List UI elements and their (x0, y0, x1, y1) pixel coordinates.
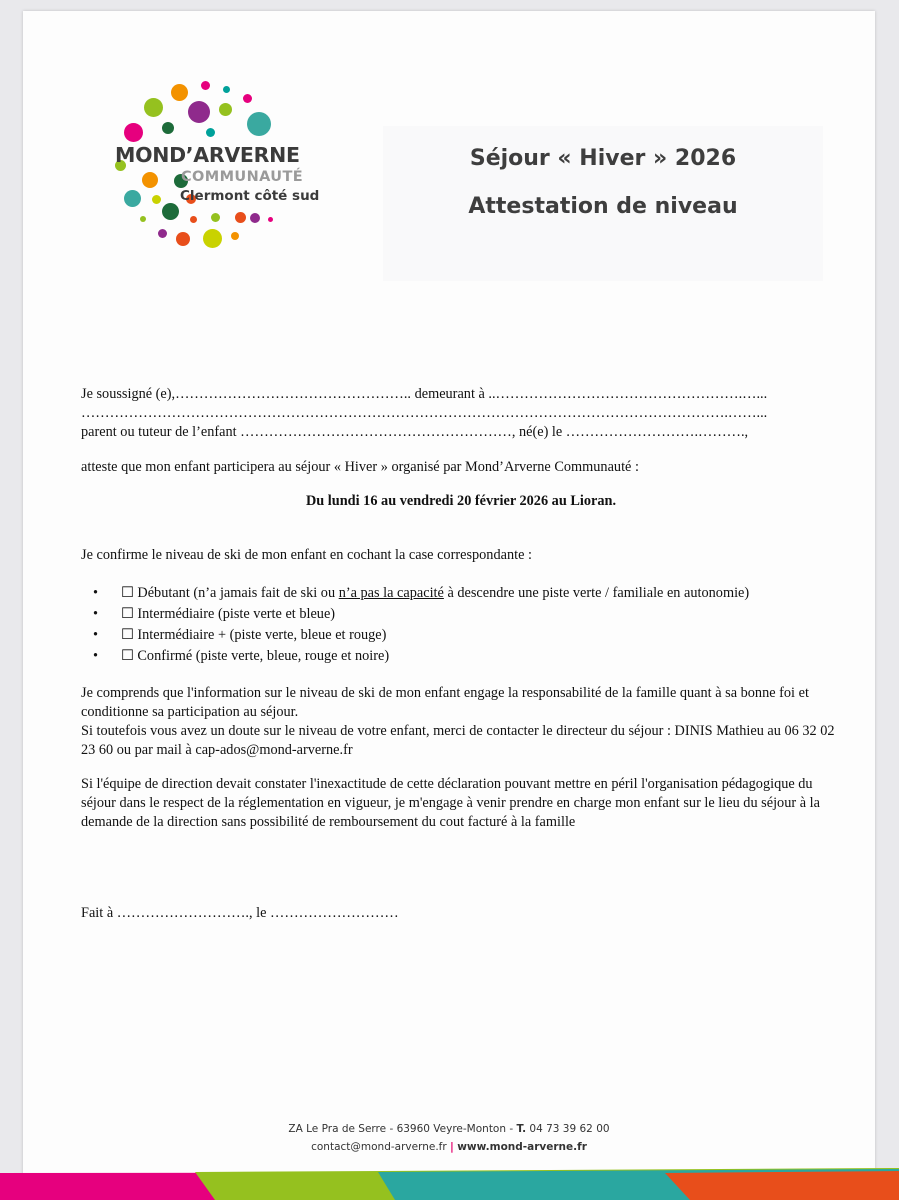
level-label: ☐ Confirmé (piste verte, bleue, rouge et noire) (121, 648, 390, 664)
form-line-name-address: Je soussigné (e),………………………………………….. demeurant à ..…………………………………………….…... (81, 386, 768, 402)
logo-dot (223, 86, 230, 93)
logo-dot (206, 128, 215, 137)
document-header (383, 126, 823, 281)
document-subtitle: Attestation de niveau (468, 194, 738, 219)
logo-dot (171, 84, 188, 101)
signature-place-date: Fait à ………………………., le ……………………… (81, 905, 399, 921)
logo-dot (219, 103, 232, 116)
bullet: • (93, 585, 99, 601)
bullet: • (93, 606, 99, 622)
logo-dot (211, 213, 220, 222)
form-line-address-continued: ……………………………………………………………………………………………………………………….……... (81, 405, 768, 421)
footer-tel-label: T. (516, 1123, 527, 1135)
logo-dot (247, 112, 271, 136)
logo-dot (140, 216, 146, 222)
logo-dot (231, 232, 239, 240)
logo-dot (162, 122, 174, 134)
logo-dot (268, 217, 273, 222)
footer-website[interactable]: www.mond-arverne.fr (457, 1141, 587, 1153)
level-option-debutant[interactable] (93, 585, 749, 602)
footer-contact-line (23, 1141, 875, 1153)
attestation-statement: atteste que mon enfant participera au séjour « Hiver » organisé par Mond’Arverne Communauté : (81, 459, 639, 475)
logo-dot (201, 81, 210, 90)
document-page (23, 11, 875, 1200)
logo-dot (243, 94, 252, 103)
logo-dot (152, 195, 161, 204)
logo-dot (250, 213, 260, 223)
level-label: ☐ Intermédiaire + (piste verte, bleue et rouge) (121, 627, 387, 643)
level-label-suffix: à descendre une piste verte / familiale en autonomie) (443, 585, 750, 601)
bullet: • (93, 648, 99, 664)
bullet: • (93, 627, 99, 643)
logo-dot (235, 212, 246, 223)
form-line-child-birthdate: parent ou tuteur de l’enfant …………………………………………………, né(e) le ……………………….………., (81, 424, 749, 440)
logo-subtitle: COMMUNAUTÉ (181, 169, 304, 185)
footer-tel: 04 73 39 62 00 (529, 1123, 610, 1135)
stripe-segment (665, 1171, 899, 1200)
level-label: ☐ Intermédiaire (piste verte et bleue) (121, 606, 336, 622)
document-title: Séjour « Hiver » 2026 (469, 146, 737, 171)
logo-dot (203, 229, 222, 248)
responsibility-paragraph: Je comprends que l'information sur le niveau de ski de mon enfant engage la responsabilité de la famille quant à sa bonne foi et conditionne sa participation au séjour. (81, 685, 809, 720)
footer-address: ZA Le Pra de Serre - 63960 Veyre-Monton - (288, 1123, 514, 1135)
logo-dot (176, 232, 190, 246)
logo-title: MOND’ARVERNE (115, 143, 300, 167)
footer-address-line (23, 1123, 875, 1135)
mond-arverne-logo (88, 66, 348, 256)
level-option-intermediaire[interactable] (93, 606, 335, 623)
logo-tagline: Clermont côté sud (180, 188, 320, 204)
warning-paragraph: Si l'équipe de direction devait constater l'inexactitude de cette déclaration pouvant mettre en péril l'organisation pédagogique du séjour dans le respect de la réglementation en vigueur, je m'engage à venir prendre en charge mon enfant sur le lieu du séjour à la demande de la direction sans possibilité de remboursement du cout facturé à la famille (81, 776, 820, 830)
footer-color-stripe (0, 1160, 899, 1200)
footer-separator: | (450, 1141, 454, 1153)
logo-dot (162, 203, 179, 220)
contact-paragraph: Si toutefois vous avez un doute sur le niveau de votre enfant, merci de contacter le directeur du séjour : DINIS Mathieu au 06 32 02 23 60 ou par mail à cap-ados@mond-arverne.fr (81, 723, 835, 758)
confirm-instruction: Je confirme le niveau de ski de mon enfant en cochant la case correspondante : (81, 547, 532, 563)
footer-email[interactable]: contact@mond-arverne.fr (311, 1141, 447, 1153)
logo-dot (142, 172, 158, 188)
logo-dot (188, 101, 210, 123)
level-label-prefix: ☐ Débutant (n’a jamais fait de ski ou (121, 585, 339, 601)
level-option-intermediaire-plus[interactable] (93, 627, 386, 644)
logo-dot (158, 229, 167, 238)
level-label-underlined: n’a pas la capacité (338, 585, 444, 601)
stay-dates: Du lundi 16 au vendredi 20 février 2026 au Lioran. (305, 493, 617, 509)
logo-dot (124, 190, 141, 207)
logo-dot (190, 216, 197, 223)
logo-dot (144, 98, 163, 117)
level-option-confirme[interactable] (93, 648, 389, 665)
logo-dot (124, 123, 143, 142)
